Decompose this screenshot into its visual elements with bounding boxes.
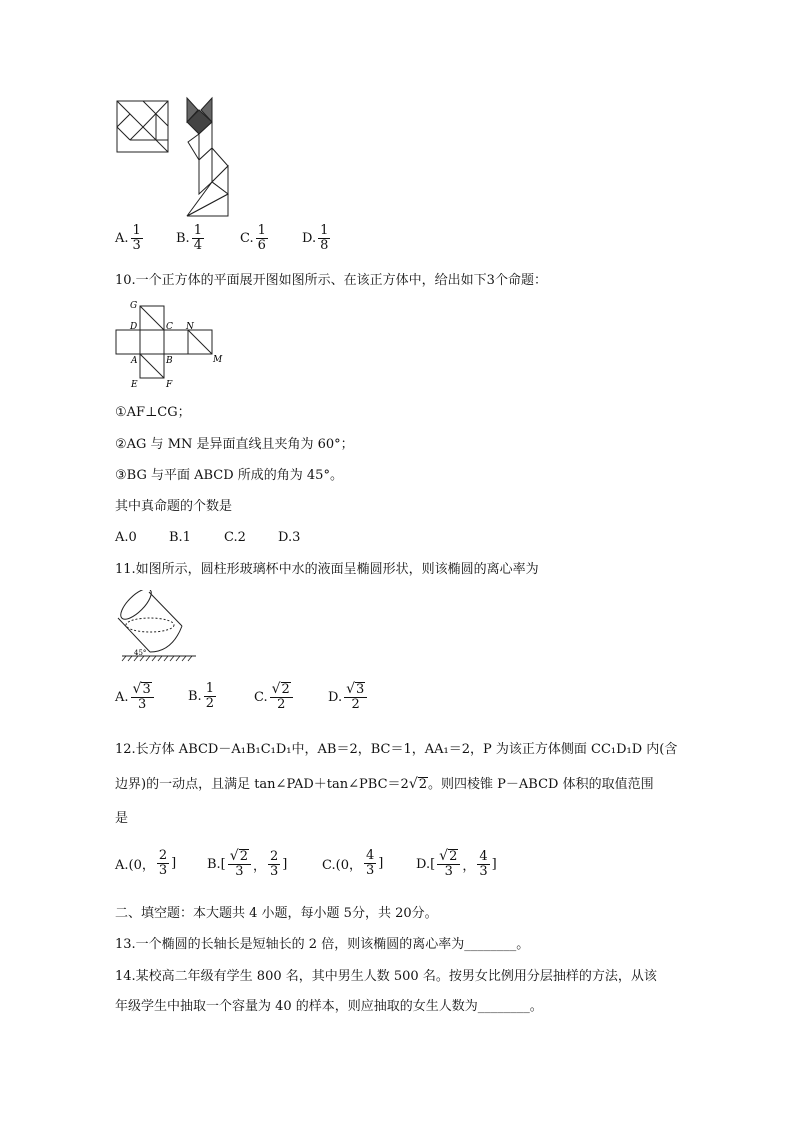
q10-option-a: A.0 <box>115 530 137 545</box>
tangram-square-figure <box>116 100 170 154</box>
q13-text: 13.一个椭圆的长轴长是短轴长的 2 倍，则该椭圆的离心率为________。 <box>115 937 530 952</box>
net-label-a: A <box>131 356 138 366</box>
q12-line-3: 是 <box>115 811 129 826</box>
net-label-f: F <box>166 380 173 390</box>
q9-option-b: B. $\frac{1}{4}$ <box>176 223 202 253</box>
q9-option-a: A. $\frac{1}{3}$ <box>115 223 141 253</box>
q11-option-b: B. $\frac{1}{2}$ <box>188 681 214 711</box>
net-label-n: N <box>186 322 194 332</box>
q10-proposition-2: ②AG 与 MN 是异面直线且夹角为 60°； <box>115 437 354 452</box>
q9-option-c: C. $\frac{1}{6}$ <box>240 223 266 253</box>
q12-option-c: C.(0， $\frac{4}{3}$ ] <box>322 848 384 878</box>
q10-question: 其中真命题的个数是 <box>115 499 233 514</box>
q10-proposition-1: ①AF⊥CG； <box>115 405 191 420</box>
q10-proposition-3: ③BG 与平面 ABCD 所成的角为 45°。 <box>115 468 343 483</box>
angle-label: 45° <box>134 649 147 657</box>
q9-option-d: D. $\frac{1}{8}$ <box>302 223 329 253</box>
net-label-d: D <box>130 322 138 332</box>
net-label-m: M <box>213 355 223 365</box>
q14-line-2: 年级学生中抽取一个容量为 40 的样本，则应抽取的女生人数为________。 <box>115 999 543 1014</box>
q10-option-d: D.3 <box>278 530 301 545</box>
net-label-b: B <box>166 356 173 366</box>
tilted-glass-figure <box>112 590 198 662</box>
q10-option-c: C.2 <box>224 530 246 545</box>
net-label-c: C <box>166 322 173 332</box>
cube-net-figure <box>110 298 230 390</box>
q11-option-d: D. √ 3 2 <box>328 682 369 712</box>
q12-option-a: A.(0， $\frac{2}{3}$ ] <box>115 848 177 878</box>
q11-option-a: A. √ 3 3 <box>115 682 156 712</box>
q12-line-1: 12.长方体 ABCD－A₁B₁C₁D₁中，AB＝2，BC＝1，AA₁＝2，P 为该正方体侧面 CC₁D₁D 内(含 <box>115 742 678 757</box>
net-label-e: E <box>131 380 138 390</box>
q11-stem: 11.如图所示，圆柱形玻璃杯中水的液面呈椭圆形状，则该椭圆的离心率为 <box>115 562 539 577</box>
net-label-g: G <box>130 301 138 311</box>
tangram-animal-figure <box>184 96 240 218</box>
section-2-heading: 二、填空题：本大题共 4 小题，每小题 5分，共 20分。 <box>115 906 438 921</box>
q11-option-c: C. √ 2 2 <box>254 682 295 712</box>
q12-line-2: 边界)的一动点，且满足 tan∠PAD＋tan∠PBC＝2 √ 2 。则四棱锥 P－ABCD 体积的取值范围 <box>115 776 654 792</box>
q10-option-b: B.1 <box>169 530 191 545</box>
q10-stem: 10.一个正方体的平面展开图如图所示、在该正方体中，给出如下3个命题： <box>115 273 547 288</box>
q12-option-b: B.[ √ 2 3 ， $\frac{2}{3}$ ] <box>207 848 288 879</box>
q12-option-d: D.[ √ 2 3 ， $\frac{4}{3}$ ] <box>416 848 497 879</box>
q14-line-1: 14.某校高二年级有学生 800 名，其中男生人数 500 名。按男女比例用分层抽样的方法，从该 <box>115 969 657 984</box>
